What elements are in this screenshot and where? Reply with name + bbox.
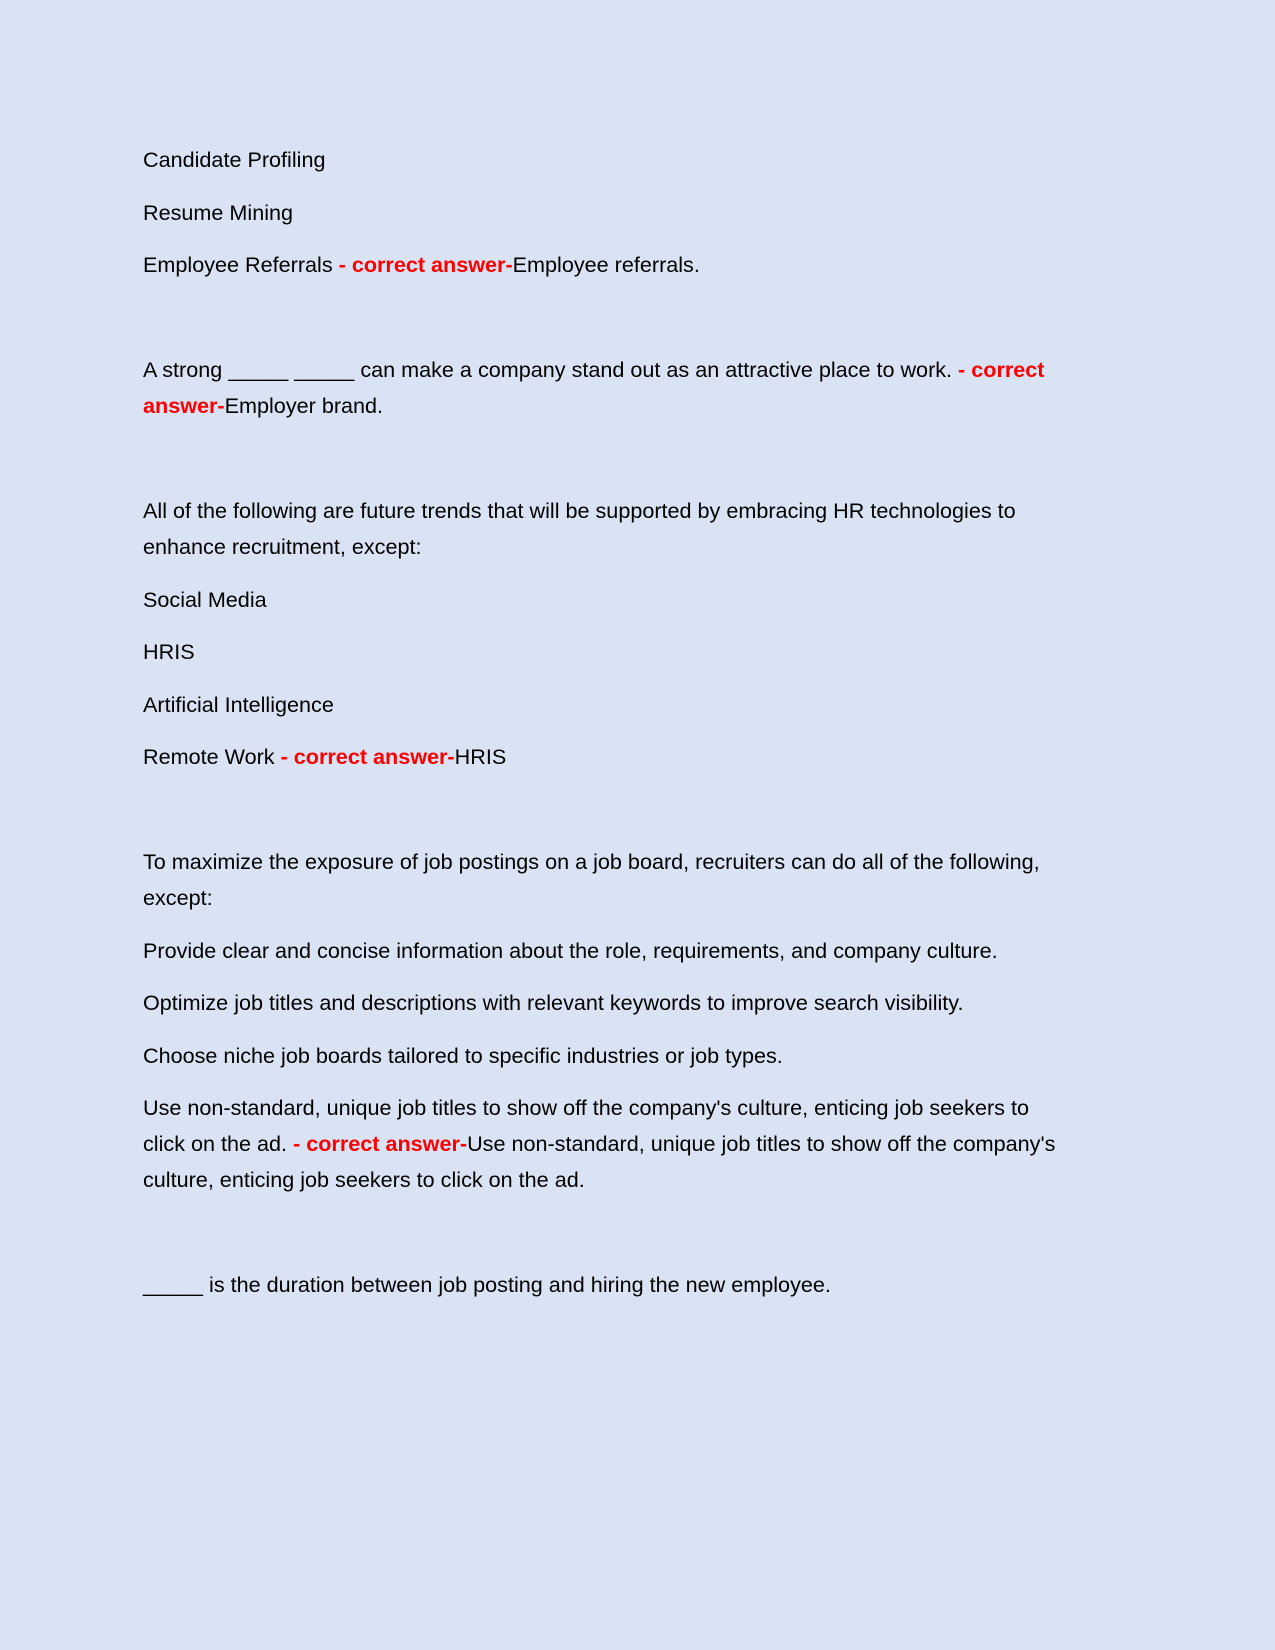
option: [143, 687, 1075, 723]
option: [143, 195, 1075, 231]
spacer: [143, 1215, 1075, 1251]
option-text: Remote Work: [143, 744, 275, 769]
option-with-answer: [143, 1090, 1075, 1198]
option: [143, 933, 1075, 969]
question-text: _____ is the duration between job posting and hiring the new employee.: [143, 1272, 831, 1297]
option-text: Use non-standard, unique job titles to show off the company's culture, enticing job seekers to click on the ad.: [143, 1095, 1029, 1156]
option: [143, 582, 1075, 618]
spacer: [143, 300, 1075, 336]
option-text: Optimize job titles and descriptions with relevant keywords to improve search visibility.: [143, 990, 964, 1015]
option-text: Social Media: [143, 586, 267, 612]
question: [143, 493, 1075, 565]
question-text: All of the following are future trends that will be supported by embracing HR technologies to enhance recruitment, except:: [143, 498, 1016, 559]
answer-text: HRIS: [454, 744, 507, 769]
answer-text: Use non-standard, unique job titles to show off the company's culture, enticing job seekers to click on the ad.: [143, 1131, 1056, 1192]
correct-answer-marker: - correct answer-: [332, 252, 513, 277]
option-with-answer: [143, 739, 1075, 775]
option-text: HRIS: [143, 639, 195, 664]
option-text: Resume Mining: [143, 199, 294, 225]
correct-answer-marker: - correct answer-: [287, 1131, 468, 1156]
option-with-answer: [143, 247, 1075, 283]
document-body: [143, 142, 1075, 1320]
question-text: A strong _____ _____ can make a company stand out as an attractive place to work.: [143, 357, 953, 382]
option-text: Provide clear and concise information about the role, requirements, and company culture.: [143, 937, 998, 963]
option-text: Choose niche job boards tailored to specific industries or job types.: [143, 1042, 783, 1068]
correct-answer-marker: - correct answer-: [143, 357, 1045, 418]
question: [143, 1267, 1075, 1303]
option: [143, 1038, 1075, 1074]
option-text: Candidate Profiling: [143, 147, 326, 172]
question-with-answer: [143, 352, 1075, 424]
spacer: [143, 792, 1075, 828]
answer-text: Employee referrals.: [512, 252, 700, 277]
option-text: Artificial Intelligence: [143, 691, 334, 717]
question: [143, 844, 1075, 916]
question-text: To maximize the exposure of job postings on a job board, recruiters can do all of the following, except:: [143, 849, 1040, 910]
spacer: [143, 441, 1075, 477]
option: [143, 634, 1075, 670]
option: [143, 142, 1075, 178]
answer-text: Employer brand.: [224, 393, 384, 418]
option: [143, 985, 1075, 1021]
correct-answer-marker: - correct answer-: [274, 744, 455, 769]
option-text: Employee Referrals: [143, 252, 333, 277]
